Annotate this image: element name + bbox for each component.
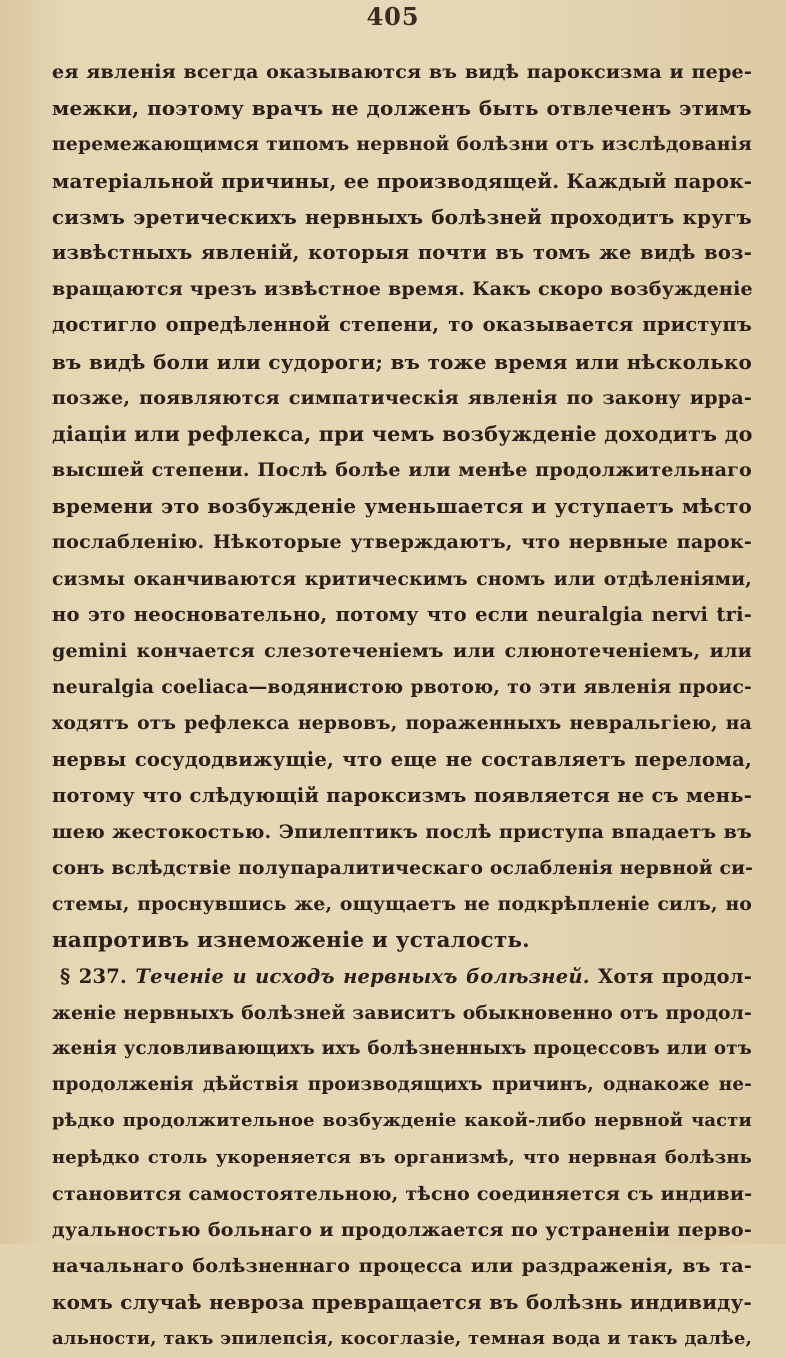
text-line: женія условливающихъ ихъ болѣзненныхъ процессовъ или отъ [52, 1038, 752, 1060]
text-line: но это неосновательно, потому что если neuralgia nervi tri- [52, 602, 752, 626]
text-line: вращаются чрезъ извѣстное время. Какъ скоро возбужденіе [52, 277, 753, 301]
text-line: становится самостоятельною, тѣсно соединяется съ индиви- [52, 1181, 753, 1205]
section-number: § 237. [60, 964, 128, 988]
text-line: достигло опредѣленной степени, то оказывается приступъ [52, 313, 752, 337]
text-line: комъ случаѣ невроза превращается въ болѣзнь индивиду- [52, 1290, 752, 1315]
text-line: извѣстныхъ явленій, которыя почти въ томъ же видѣ воз- [52, 240, 752, 264]
text-line: матеріальной причины, ее производящей. Каждый парок- [52, 168, 753, 193]
text-line: высшей степени. Послѣ болѣе или менѣе продолжительнаго [52, 458, 752, 482]
text-line: neuralgia coeliaca—водянистою рвотою, то эти явленія проис- [52, 676, 752, 699]
text-line: сизмы оканчиваются критическимъ сномъ или отдѣленіями, [52, 567, 752, 590]
page-number: 405 [366, 2, 420, 31]
text-line: шею жестокостью. Эпилептикъ послѣ приступа впадаетъ въ [52, 819, 752, 843]
text-line: нерѣдко столь укореняется въ организмѣ, что нервная болѣзнь [52, 1146, 752, 1168]
text-line: послабленію. Нѣкоторые утверждаютъ, что нервные парок- [52, 530, 752, 554]
text-line: межки, поэтому врачъ не долженъ быть отвлеченъ этимъ [52, 96, 752, 121]
text-line: ея явленія всегда оказываются въ видѣ пароксизма и пере- [52, 60, 752, 83]
text-line: женіе нервныхъ болѣзней зависитъ обыкновенно отъ продол- [52, 1001, 752, 1024]
text-line: времени это возбужденіе уменьшается и уступаетъ мѣсто [52, 494, 752, 519]
section-heading-line [52, 959, 752, 995]
body-text [52, 54, 752, 1357]
text-line: позже, появляются симпатическія явленія по закону ирра- [52, 385, 752, 409]
text-line: перемежающимся типомъ нервной болѣзни отъ изслѣдованія [52, 133, 752, 156]
text-line: сонъ вслѣдствіе полупаралитическаго ослабленія нервной си- [52, 857, 754, 880]
text-line: діаціи или рефлекса, при чемъ возбужденіе доходитъ до [52, 421, 753, 446]
text-line: ходятъ отъ рефлекса нервовъ, пораженныхъ невральгіею, на [52, 712, 752, 735]
text-line: продолженія дѣйствія производящихъ причинъ, однакоже не- [52, 1074, 752, 1096]
text-line: нервы сосудодвижущіе, что еще не составляетъ перелома, [52, 747, 752, 771]
section-text-start: Хотя продол- [598, 964, 752, 988]
section-title: Теченіе и исходъ нервныхъ болѣзней. [135, 964, 590, 988]
text-line: начальнаго болѣзненнаго процесса или раздраженія, въ та- [52, 1254, 752, 1278]
text-line: альности, такъ эпилепсія, косоглазіе, темная вода и такъ далѣе, [52, 1327, 752, 1349]
text-line: сизмъ эретическихъ нервныхъ болѣзней проходитъ кругъ [52, 204, 752, 229]
text-line: напротивъ изнеможеніе и усталость. [52, 927, 530, 953]
text-line: въ видѣ боли или судороги; въ тоже время или нѣсколько [52, 349, 752, 374]
text-line: потому что слѣдующій пароксизмъ появляется не съ мень- [52, 783, 752, 807]
text-line: рѣдко продолжительное возбужденіе какой-либо нервной части [52, 1110, 752, 1132]
text-line: дуальностью больнаго и продолжается по устраненіи перво- [52, 1218, 752, 1241]
text-line: gemini кончается слезотеченіемъ или слюнотеченіемъ, или [52, 639, 752, 662]
text-line: стемы, проснувшись же, ощущаетъ не подкрѣпленіе силъ, но [52, 893, 752, 916]
